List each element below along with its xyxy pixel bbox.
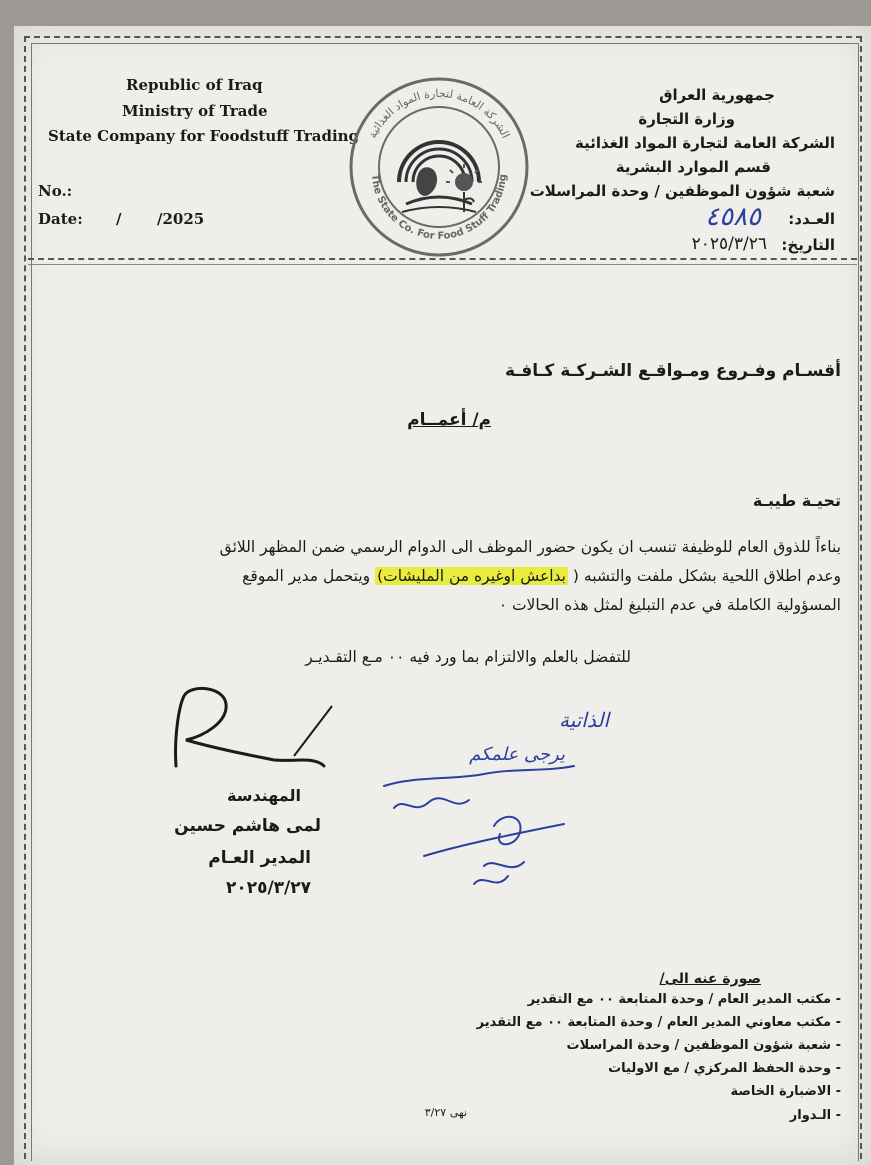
header-en-no-label: No.: bbox=[38, 182, 73, 200]
header-ar-company: الشركة العامة لتجارة المواد الغذائية bbox=[575, 134, 835, 152]
highlighted-text: بداعش اوغيره من المليشات) bbox=[377, 567, 566, 585]
closing-line: للتفضل بالعلم والالتزام بما ورد فيه ٠٠ مـع التقـديـر bbox=[305, 648, 631, 666]
document-page bbox=[14, 26, 871, 1165]
header-ar-ministry: وزارة التجارة bbox=[638, 110, 735, 128]
signer-title: المهندسة bbox=[227, 786, 301, 805]
copies-item: - الـدوار bbox=[789, 1108, 841, 1123]
header-ar-dept: قسم الموارد البشرية bbox=[615, 158, 771, 176]
subject: م/ أعمــام bbox=[407, 410, 491, 430]
copies-item: - مكتب المدير العام / وحدة المتابعة ٠٠ مع التقدير bbox=[527, 992, 841, 1007]
header-en-ministry: Ministry of Trade bbox=[122, 102, 268, 120]
header-ar-section: شعبة شؤون الموظفين / وحدة المراسلات bbox=[529, 182, 835, 200]
signer-name: لمى هاشم حسين bbox=[174, 816, 321, 836]
header-ar-number-value: ٤٥٨٥ bbox=[705, 202, 761, 232]
header-divider bbox=[28, 258, 857, 260]
header-ar-number-label: العـدد: bbox=[788, 210, 835, 228]
header-ar-date-value: ٢٠٢٥/٣/٢٦ bbox=[691, 234, 767, 254]
typist-initials: نهى ٣/٢٧ bbox=[424, 1106, 467, 1119]
header-en-date-sep: / bbox=[116, 210, 122, 228]
header-ar-country: جمهورية العراق bbox=[659, 86, 775, 104]
body-line-2-a: وعدم اطلاق اللحية بشكل ملفت والتشبه ( bbox=[567, 567, 841, 585]
body-line-1: بناءاً للذوق العام للوظيفة تنسب ان يكون حضور الموظف الى الدوام الرسمي ضمن المظهر اللائق bbox=[219, 538, 841, 556]
body-line-2-b: ويتحمل مدير الموقع bbox=[242, 567, 376, 585]
signer-position: المدير العـام bbox=[208, 848, 311, 868]
signer-date: ٢٠٢٥/٣/٢٧ bbox=[225, 878, 311, 898]
copies-item: - وحدة الحفظ المركزي / مع الاوليات bbox=[608, 1061, 841, 1076]
body-line-2 bbox=[242, 567, 841, 585]
recipient: أقسـام وفـروع ومـواقـع الشـركـة كـافـة bbox=[504, 361, 841, 381]
seal-ring-text-ar: الشركة العامة لتجارة المواد الغذائية bbox=[365, 86, 513, 141]
header-ar-date-label: التاريخ: bbox=[781, 236, 835, 254]
copies-heading: صورة عنه الى/ bbox=[659, 971, 761, 987]
copies-item: - مكتب معاوني المدير العام / وحدة المتابعة ٠٠ مع التقدير bbox=[476, 1015, 841, 1030]
copies-item: - شعبة شؤون الموظفين / وحدة المراسلات bbox=[566, 1038, 841, 1053]
seal-ring-text-en: The State Co. For Food Stuff Trading bbox=[368, 173, 510, 243]
handwritten-annotation-2: يرجى علمكم bbox=[469, 744, 565, 765]
greeting: تحيـة طيبـة bbox=[752, 491, 841, 510]
header-en-company: State Company for Foodstuff Trading bbox=[48, 127, 360, 145]
copies-item: - الاضبارة الخاصة bbox=[730, 1084, 841, 1099]
signature-mark bbox=[154, 676, 344, 786]
header-en-date-year: /2025 bbox=[157, 210, 205, 228]
company-seal bbox=[344, 72, 534, 262]
header-en-date-label: Date: bbox=[38, 210, 83, 228]
header-divider-line bbox=[28, 264, 857, 265]
body-line-3: المسؤولية الكاملة في عدم التبليغ لمثل هذه الحالات ٠ bbox=[498, 596, 841, 614]
handwritten-scribble bbox=[374, 716, 604, 896]
handwritten-annotation-1: الذاتية bbox=[558, 708, 609, 732]
header-en-country: Republic of Iraq bbox=[126, 76, 263, 94]
